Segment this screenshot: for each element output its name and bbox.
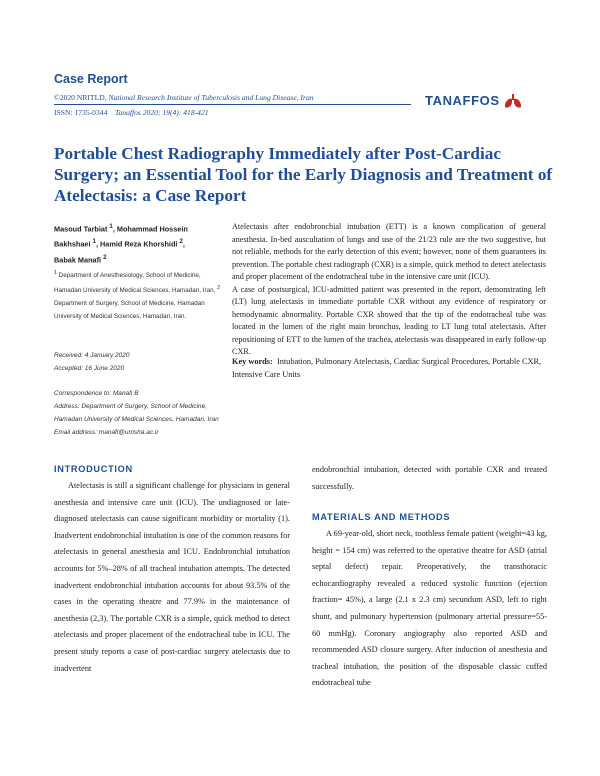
copyright-line [54,93,314,102]
logo-text: TANAFFOS [425,93,500,108]
author-name: Mohammad Hossein Bakhshaei [54,224,188,249]
abstract-paragraph: Atelectasis after endobronchial intubation (ETT) is a known complication of general anesthesia. In-bed auscultation of lungs and use of the 21/23 rule are the two suggestive, but not reliable, methods for the early detection of this event; however, none of them guarantees its prevention. The portable chest radiograph (CXR) is a simple, quick method to detect atelectasis and proper placement of the endotracheal tube in the intensive care unit (ICU). [232,222,546,282]
author-name: Babak Manafi [54,255,102,265]
author-sup: 2 [103,253,107,261]
author-sup: 1 [109,223,113,230]
keywords [232,356,546,381]
keywords-label: Key words: [232,357,273,366]
body-paragraph: endobronchial intubation, detected with portable CXR and treated successfully. [312,465,547,491]
author-name: Masoud Tarbiat [54,224,108,234]
citation: Tanaffos 2020; 19(4): 418-421 [114,108,209,117]
introduction-text [54,478,290,677]
introduction-heading: INTRODUCTION [54,464,133,474]
affiliation-2: Department of Surgery, School of Medicine, Hamadan University of Medical Sciences, Hamadan, Iran. [54,300,205,321]
body-paragraph: Atelectasis is still a significant challenge for physicians in general anesthesia and intensive care unit (ICU). The undiagnosed or late-diagnosed atelectasis can cause significant morbidity or mortality (1). Inadvertent endobronchial intubation is one of the common reasons for atelectasis in general anesthesia and ICU. Endobronchial intubation accounts for 5%–28% of all tracheal intubation attempts. The detected inadvertent endobronchial intubation accounts for about 93.5% of the cases in the operating theatre and 77.9% in the maintenance of anesthesia (2,3). The portable CXR is a simple, quick method to detect atelectasis and proper placement of the endotracheal tube in ICU. The present study reports a case of post-cardiac surgery atelectasis due to inadvertent [54,481,290,673]
author-sup: 2 [179,238,183,246]
correspondence-to: Correspondence to: Manafi B [54,390,139,397]
abstract [232,221,546,359]
author-list: Masoud Tarbiat $^1$, Mohammad Hossein Bakhshaei $^1$, Hamid Reza Khorshidi $^2$, Babak Manafi $^2$ [54,223,188,265]
affiliations [54,267,224,323]
header-rule [54,104,411,105]
methods-heading: MATERIALS AND METHODS [312,512,451,522]
copyright-prefix: ©2020 NRITLD, [54,93,109,102]
affiliation-1: Department of Anesthesiology, School of Medicine, Hamadan University of Medical Sciences, Hamadan, Iran, [54,272,216,295]
author-sup: 1 [92,238,96,246]
issn: ISSN: 1735-0344 [54,108,108,117]
correspondence [54,387,224,439]
received-date: Received: 4 January 2020 [54,352,130,359]
section-label: Case Report [54,72,128,86]
author-name: Hamid Reza Khorshidi [100,239,178,249]
abstract-paragraph: A case of postsurgical, ICU-admitted patient was presented in the report, demonstrating left (LT) lung atelectasis in immediate portable CXR without any evidence of respiratory or hemodynamic abnormality. Portable CXR showed that the tip of the endotracheal tube was located in the lumen of the right main bronchus, leading to LT lung total atelectasis. After repositioning of ETT to the lumen of the trachea, atelectasis was disappeared in early follow-up CXR. [232,284,546,357]
affiliation-sup: 1 [54,270,57,276]
keywords-text: Intubation, Pulmonary Atelectasis, Cardiac Surgical Procedures, Portable CXR, Intensive Care Units [232,357,542,379]
copyright-journal: National Research Institute of Tuberculosis and Lung Disease, Iran [108,93,314,102]
correspondence-address: Address: Department of Surgery, School of Medicine, Hamadan University of Medical Sciences, Hamadan, Iran [54,403,219,423]
correspondence-email: Email address: manafi@umsha.ac.ir [54,429,159,436]
issn-line [54,108,209,117]
article-title: Portable Chest Radiography Immediately after Post-Cardiac Surgery; an Essential Tool for the Early Diagnosis and Treatment of Atelectasis: a Case Report [54,144,553,205]
journal-logo [425,93,522,108]
lungs-logo-icon [504,94,522,108]
introduction-continuation [312,462,547,495]
affiliation-sup: 2 [217,285,221,292]
methods-text [312,526,547,692]
body-paragraph: A 69-year-old, short neck, toothless female patient (weight=43 kg, height = 154 cm) was referred to the operative theatre for ASD (atrial septal defect) repair. Preoperatively, the transthoracic echocardiography revealed a reduced systolic function (ejection fraction= 45%), a large (2.1 x 2.3 cm) secundum ASD, left to right shunt, and pulmonary hypertension (pulmonary arterial pressure=55-60 mmHg). Coronary angiography also reported ASD and recommended ASD closure surgery. After induction of anesthesia and tracheal intubation, the position of the disposable classic cuffed endotracheal tube [312,529,547,688]
article-dates [54,349,130,375]
accepted-date: Accepted: 16 June 2020 [54,365,125,372]
